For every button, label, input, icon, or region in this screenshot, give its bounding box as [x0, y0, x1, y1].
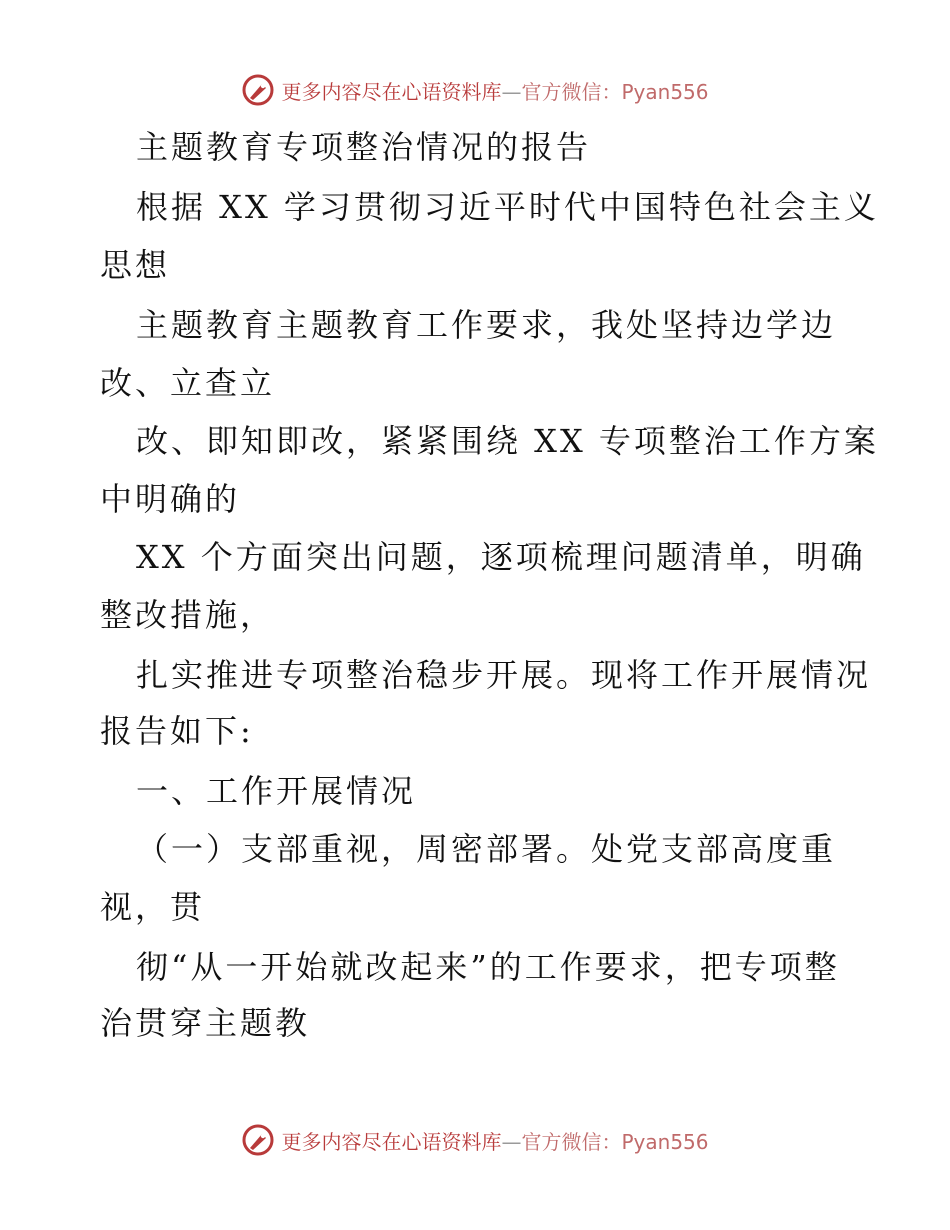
paragraph-line: （一）支部重视，周密部署。处党支部高度重: [136, 830, 837, 868]
paragraph-line: 主题教育主题教育工作要求，我处坚持边学边: [136, 306, 837, 344]
pen-nib-logo-icon: [241, 1123, 275, 1157]
paragraph-line: 中明确的: [100, 480, 241, 518]
paragraph-line: 改、立查立: [100, 364, 276, 402]
header-watermark: [0, 70, 950, 110]
doc-title: 主题教育专项整治情况的报告: [136, 128, 592, 166]
paragraph-line: 改、即知即改，紧紧围绕 XX 专项整治工作方案: [136, 422, 879, 460]
paragraph-line: 整改措施，: [100, 596, 276, 634]
watermark-text: 更多内容尽在心语资料库—官方微信：Pyan556: [281, 79, 709, 104]
watermark-text: 更多内容尽在心语资料库—官方微信：Pyan556: [281, 1129, 709, 1154]
paragraph-line: 视，贯: [100, 888, 206, 926]
paragraph-line: 彻“从一开始就改起来”的工作要求，把专项整: [136, 948, 840, 986]
paragraph-line: 思想: [100, 246, 171, 284]
pen-nib-logo-icon: [241, 73, 275, 107]
paragraph-line: 根据 XX 学习贯彻习近平时代中国特色社会主义: [136, 188, 879, 226]
footer-watermark: [0, 1120, 950, 1160]
paragraph-line: 扎实推进专项整治稳步开展。现将工作开展情况: [136, 656, 872, 694]
paragraph-line: 报告如下:: [100, 712, 254, 750]
section-heading: 一、工作开展情况: [136, 772, 417, 810]
paragraph-line: 治贯穿主题教: [100, 1004, 311, 1042]
paragraph-line: XX 个方面突出问题，逐项梳理问题清单，明确: [136, 538, 866, 576]
